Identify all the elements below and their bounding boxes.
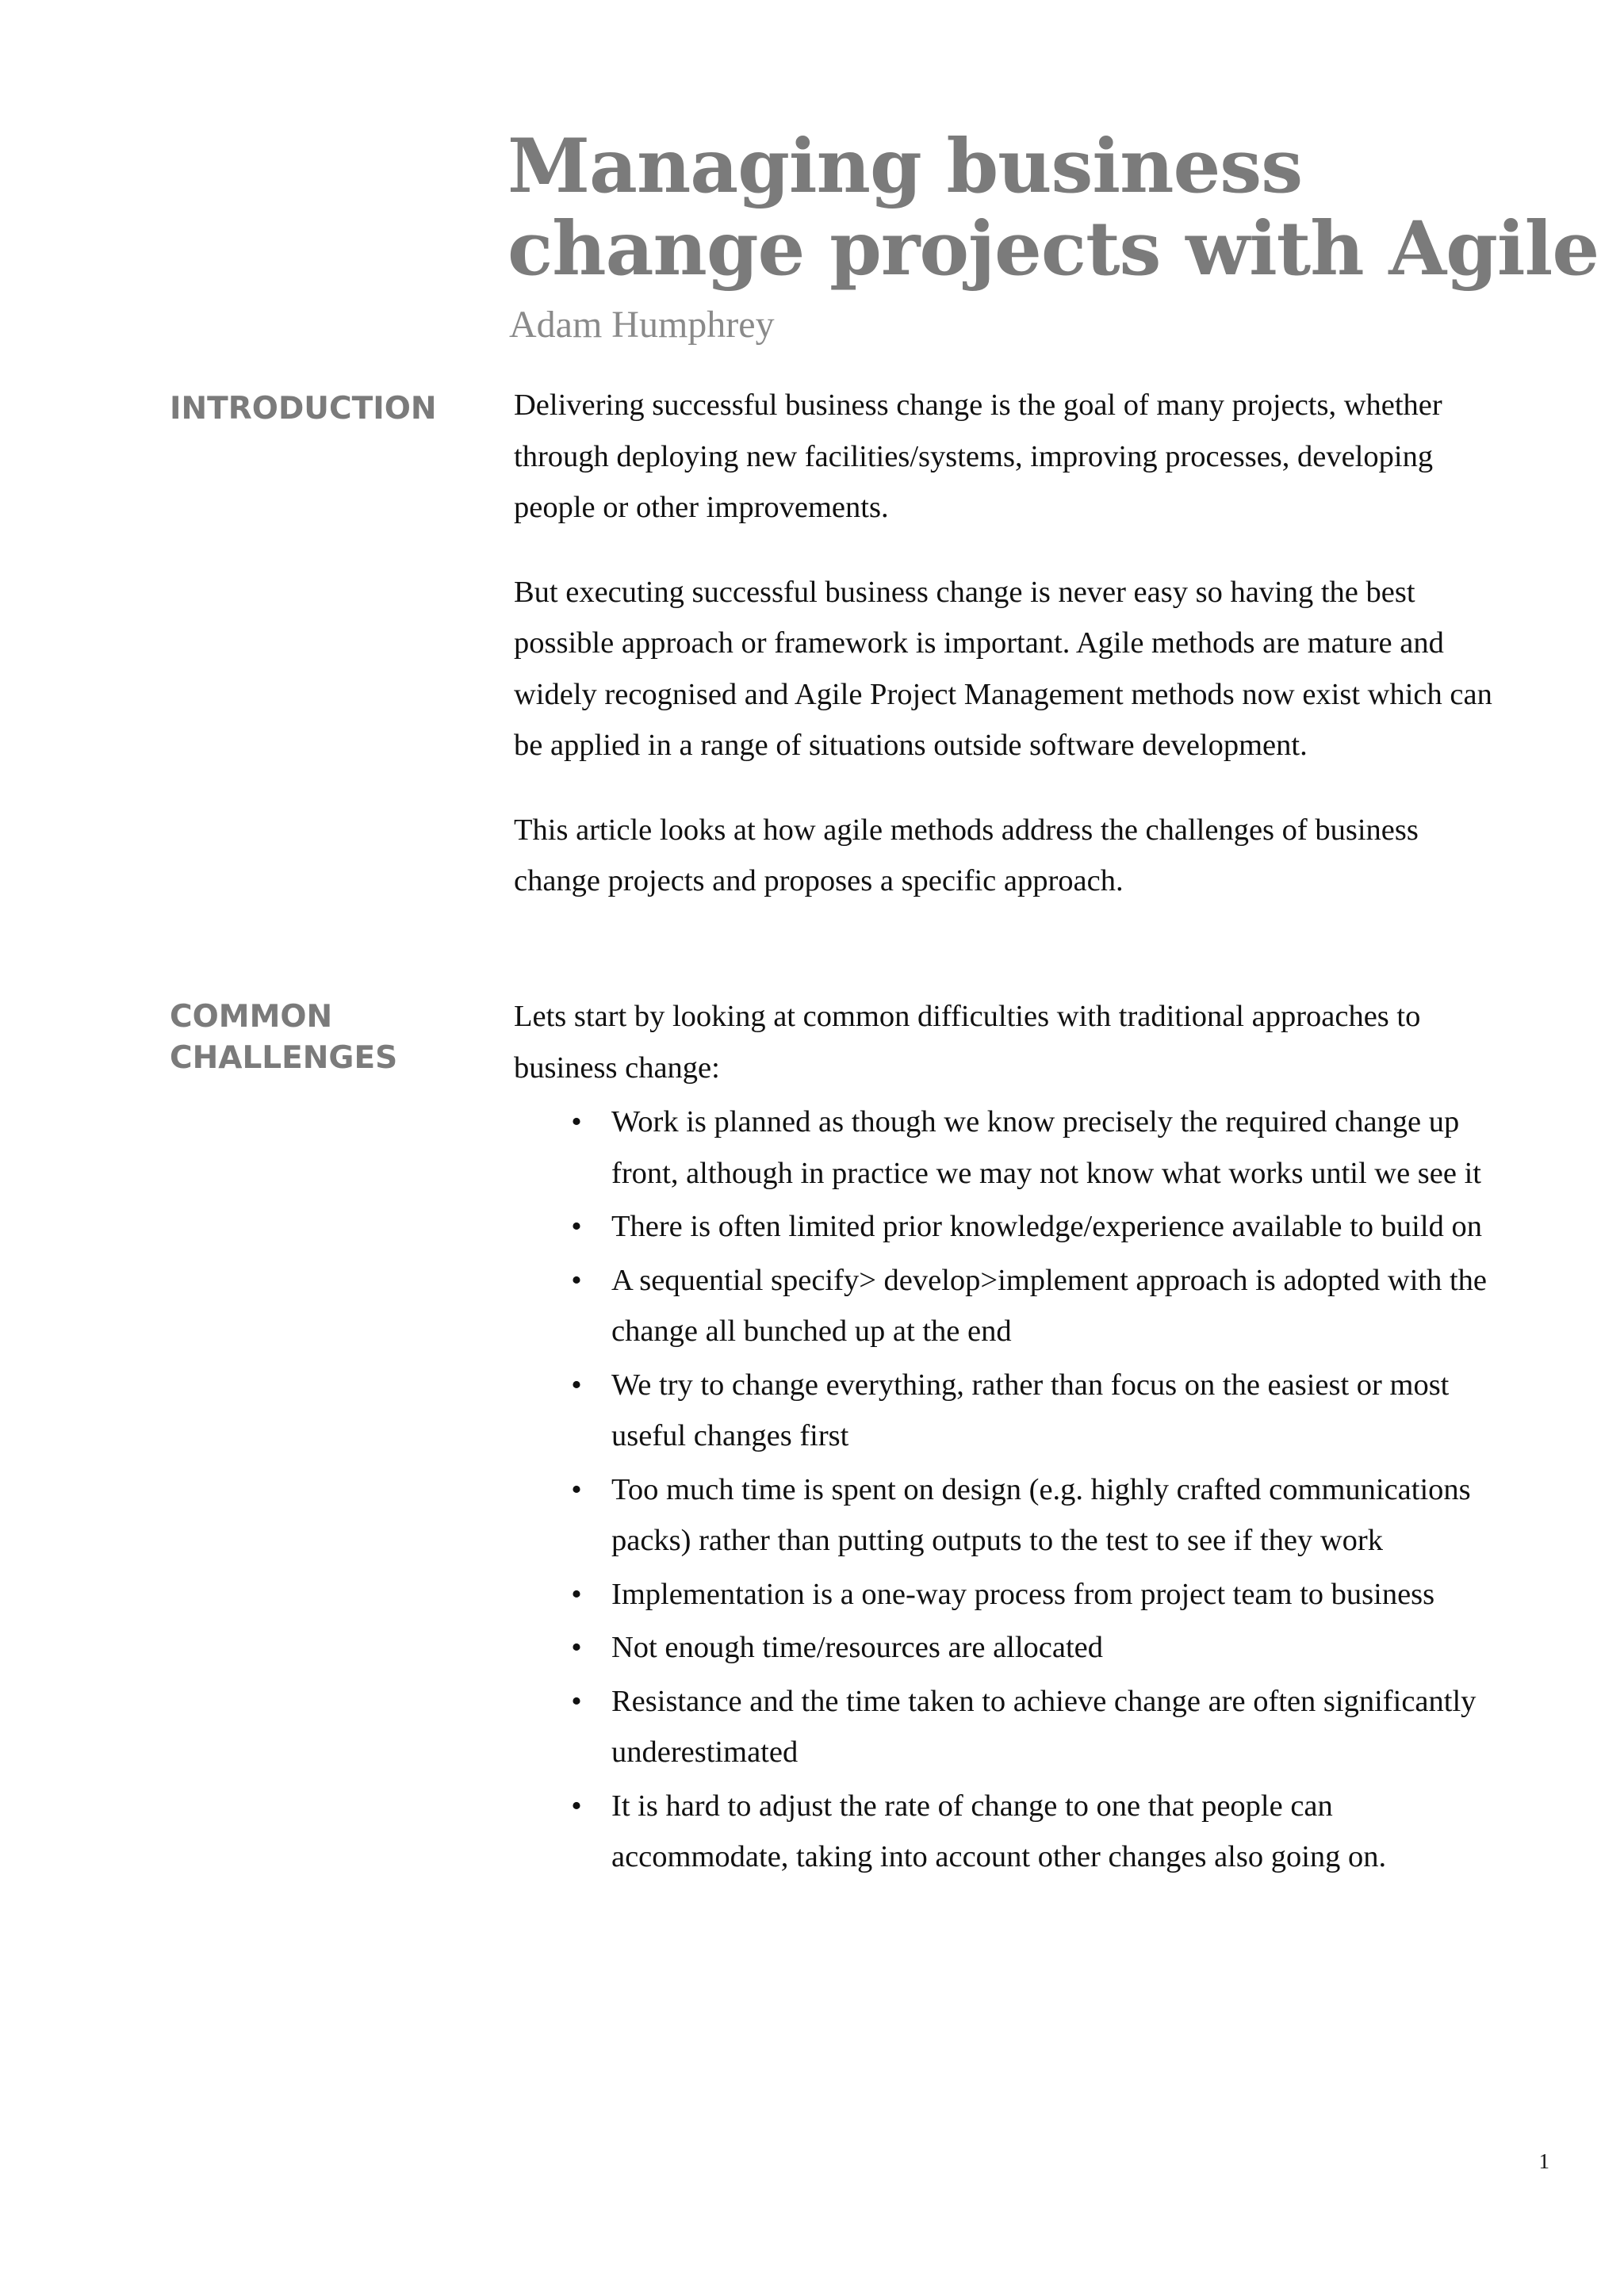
bullet-icon: • xyxy=(571,1789,582,1823)
bullet-icon: • xyxy=(571,1631,582,1664)
bullet-icon: • xyxy=(571,1684,582,1718)
introduction-heading-text: INTRODUCTION xyxy=(170,391,437,427)
list-item xyxy=(514,1096,1497,1199)
list-item-text: Work is planned as though we know precisely the required change up front, although in practice we may not know what works until we see it xyxy=(611,1105,1481,1190)
page-number: 1 xyxy=(1538,2149,1549,2173)
list-item xyxy=(514,1360,1497,1462)
bullet-icon: • xyxy=(571,1105,582,1138)
list-item-text: Implementation is a one-way process from project team to business xyxy=(611,1577,1435,1611)
common-challenges-intro: Lets start by looking at common difficulties with traditional approaches to business change: xyxy=(514,1000,1421,1085)
introduction-paragraph: Delivering successful business change is the goal of many projects, whether through deploying new facilities/systems, improving processes, developing people or other improvements. xyxy=(514,388,1442,524)
introduction-section xyxy=(514,380,1497,940)
document-title xyxy=(508,123,1599,293)
list-item-text: Too much time is spent on design (e.g. highly crafted communications packs) rather than putting outputs to the test to see if they work xyxy=(611,1472,1471,1557)
bullet-icon: • xyxy=(571,1210,582,1243)
common-challenges-heading-line-2: CHALLENGES xyxy=(170,1040,398,1076)
list-item xyxy=(514,1201,1497,1253)
bullet-icon: • xyxy=(571,1577,582,1611)
list-item-text: A sequential specify> develop>implement approach is adopted with the change all bunched up at the end xyxy=(611,1263,1488,1348)
list-item xyxy=(514,1676,1497,1778)
list-item xyxy=(514,1781,1497,1883)
list-item-text: We try to change everything, rather than focus on the easiest or most useful changes first xyxy=(611,1368,1450,1452)
bullet-icon: • xyxy=(571,1472,582,1506)
bullet-icon: • xyxy=(571,1263,582,1297)
document-title-line-1: Managing business xyxy=(508,123,1303,210)
common-challenges-heading-line-1: COMMON xyxy=(170,999,333,1035)
list-item-text: Resistance and the time taken to achieve change are often significantly underestimated xyxy=(611,1684,1477,1769)
introduction-paragraph: This article looks at how agile methods address the challenges of business change projects and proposes a specific approach. xyxy=(514,813,1419,897)
list-item xyxy=(514,1464,1497,1567)
list-item xyxy=(514,1255,1497,1357)
list-item xyxy=(514,1569,1497,1621)
bullet-icon: • xyxy=(571,1368,582,1402)
author-name: Adam Humphrey xyxy=(509,304,775,346)
common-challenges-section xyxy=(514,991,1497,1885)
list-item-text: It is hard to adjust the rate of change to one that people can accommodate, taking into account other changes also going on. xyxy=(611,1789,1387,1873)
introduction-paragraph: But executing successful business change is never easy so having the best possible approach or framework is important. Agile methods are mature and widely recognised and Agile Project Management methods now exist which can be applied in a range of situations outside software development. xyxy=(514,575,1492,762)
list-item-text: Not enough time/resources are allocated xyxy=(611,1631,1104,1664)
common-challenges-heading xyxy=(170,997,455,1079)
document-title-line-2: change projects with Agile xyxy=(508,205,1599,293)
list-item-text: There is often limited prior knowledge/experience available to build on xyxy=(611,1210,1482,1243)
list-item xyxy=(514,1622,1497,1674)
challenges-list xyxy=(514,1096,1497,1883)
introduction-heading xyxy=(170,388,455,430)
